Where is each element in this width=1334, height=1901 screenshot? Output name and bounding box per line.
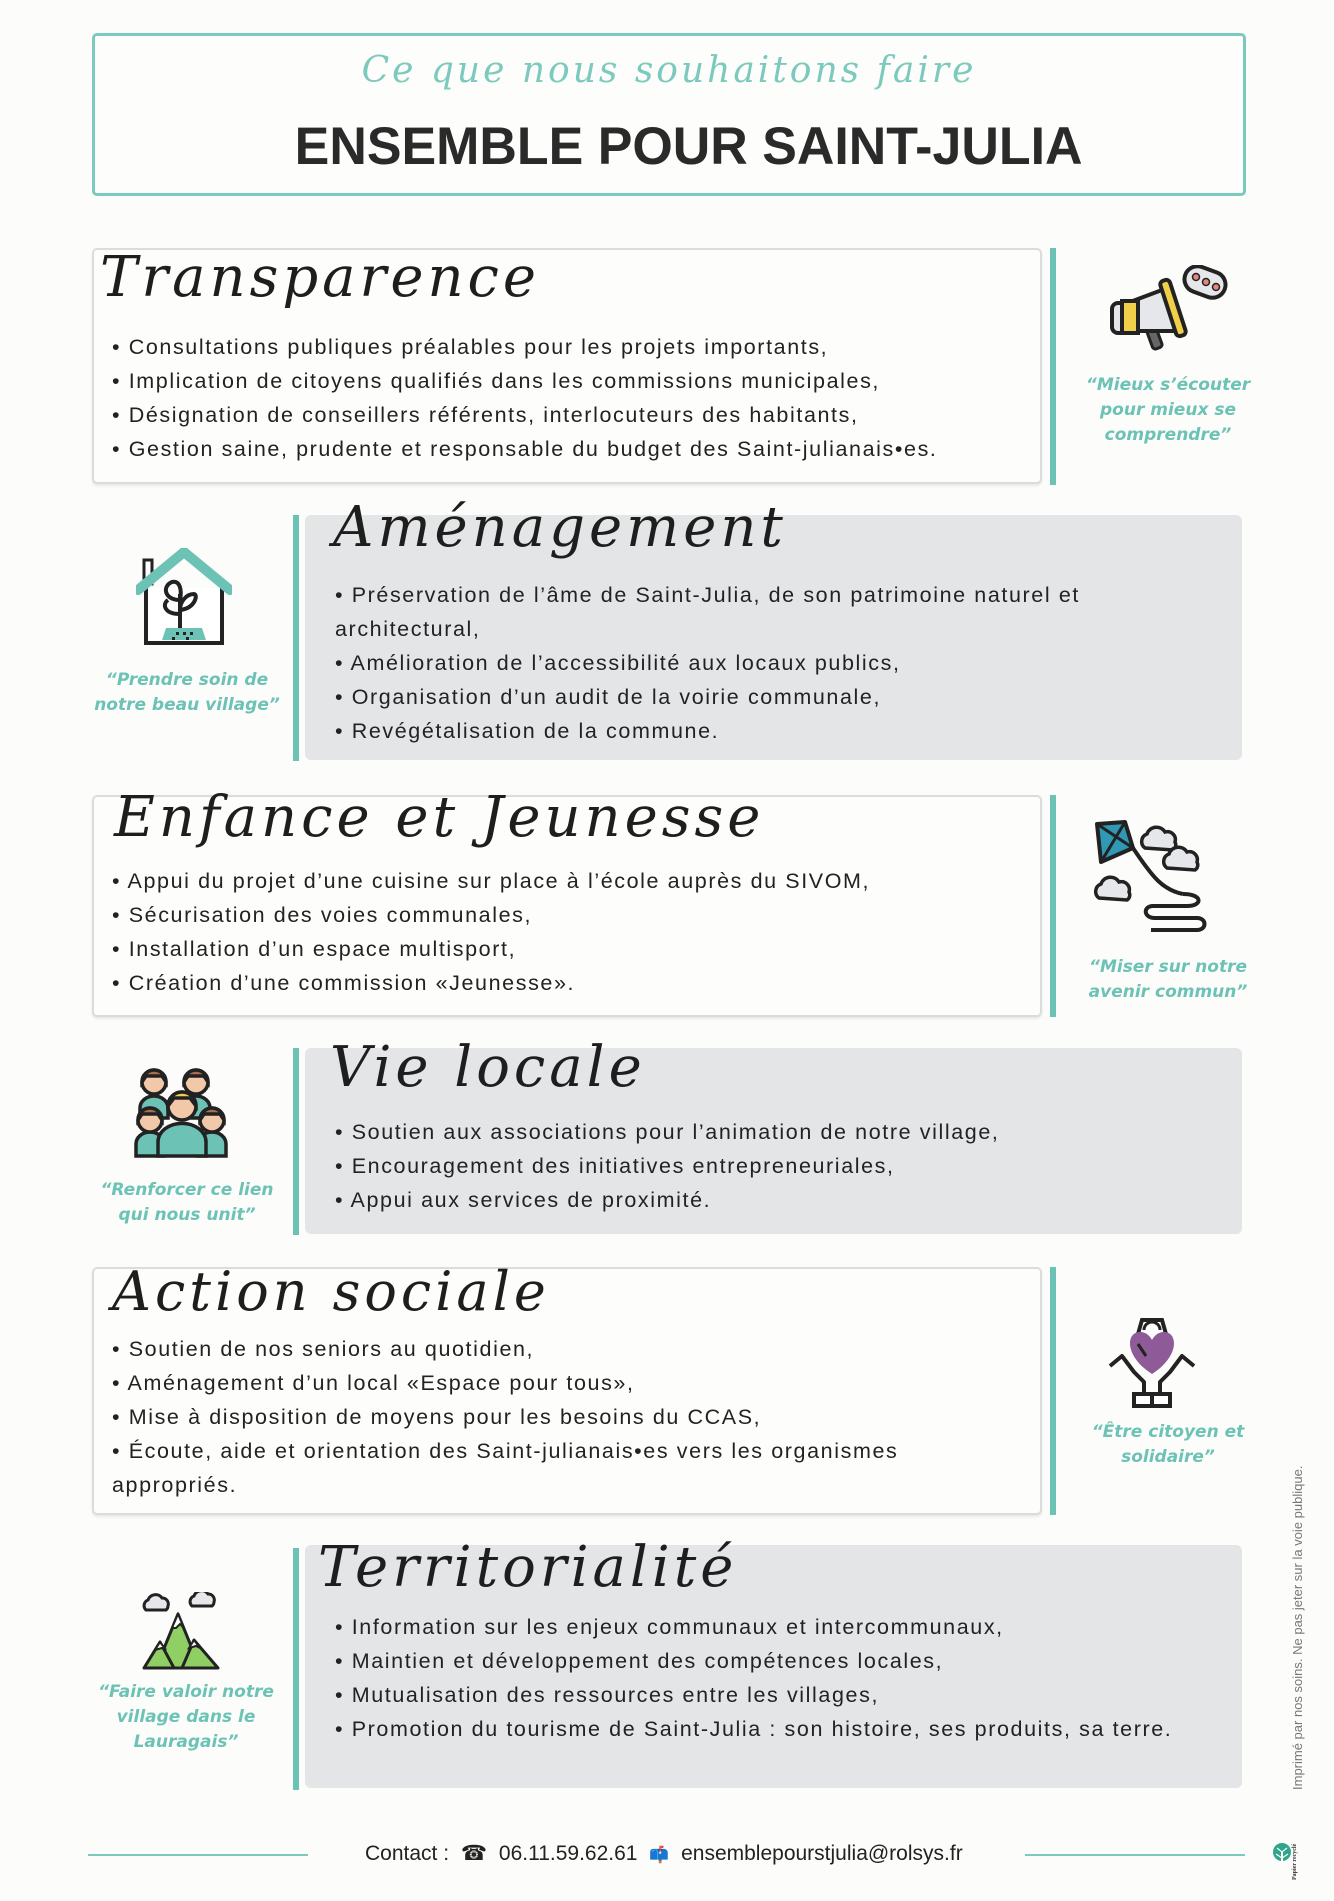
section-title: Transparence [100,245,541,310]
section-title: Action sociale [112,1260,550,1323]
accent-bar [293,515,299,761]
section-quote: “Faire valoir notre village dans le Lauragais” [98,1682,274,1752]
section-quote: “Prendre soin de notre beau village” [94,670,280,715]
heart-hands-icon [1104,1314,1200,1415]
bullet-list [112,330,938,466]
list-item: • Amélioration de l’accessibilité aux locaux publics, [335,651,901,675]
section-quote: “Renforcer ce lien qui nous unit” [100,1180,274,1225]
list-item: • Création d’une commission «Jeunesse». [112,971,576,995]
mountains-icon [142,1592,222,1677]
list-item: • Revégétalisation de la commune. [335,719,720,743]
footer-divider-right [1025,1854,1245,1856]
bullet-list [335,1115,999,1217]
list-item: • Maintien et développement des compétences locales, [335,1649,944,1673]
list-item: • Information sur les enjeux communaux et intercommunaux, [335,1615,1004,1639]
list-item: • Gestion saine, prudente et responsable du budget des Saint-julianais•es. [112,437,938,461]
list-item: • Désignation de conseillers référents, interlocuteurs des habitants, [112,403,859,427]
accent-bar [1050,248,1056,485]
bullet-list [112,1332,1022,1502]
list-item: • Préservation de l’âme de Saint-Julia, de son patrimoine naturel et architectural, [335,583,1080,641]
section-title: Enfance et Jeunesse [114,785,765,850]
section-quote: “Être citoyen et solidaire” [1091,1422,1245,1467]
list-item: • Encouragement des initiatives entrepreneuriales, [335,1154,895,1178]
section-quote: “Mieux s’écouter pour mieux se comprendre” [1085,375,1251,445]
list-item: • Mutualisation des ressources entre les villages, [335,1683,880,1707]
people-group-icon [134,1062,230,1163]
list-item: • Implication de citoyens qualifiés dans les commissions municipales, [112,369,880,393]
section-title: Aménagement [333,495,787,560]
accent-bar [293,1048,299,1235]
footer-divider-left [88,1854,308,1856]
contact-label: Contact : [365,1842,450,1865]
bullet-list [335,578,1195,748]
house-plant-icon [136,548,232,651]
list-item: • Appui aux services de proximité. [335,1188,712,1212]
bullet-list [112,864,870,1000]
list-item: • Mise à disposition de moyens pour les besoins du CCAS, [112,1405,762,1429]
megaphone-icon [1100,265,1230,365]
accent-bar [1050,1267,1056,1515]
kite-icon [1093,818,1213,941]
print-notice: Imprimé par nos soins. Ne pas jeter sur la voie publique. [1290,1465,1305,1790]
section-title: Vie locale [330,1035,646,1100]
phone-icon: ☎ [460,1842,488,1865]
list-item: • Organisation d’un audit de la voirie communale, [335,685,882,709]
list-item: • Écoute, aide et orientation des Saint-julianais•es vers les organismes appropriés. [112,1439,899,1497]
accent-bar [1050,795,1056,1017]
list-item: • Installation d’un espace multisport, [112,937,517,961]
list-item: • Appui du projet d’une cuisine sur place à l’école auprès du SIVOM, [112,869,871,893]
list-item: • Aménagement d’un local «Espace pour tous», [112,1371,635,1395]
list-item: • Sécurisation des voies communales, [112,903,533,927]
bullet-list [335,1610,1215,1746]
footer-contact [365,1841,990,1866]
mailbox-icon: 📫 [649,1847,670,1864]
recycle-label: Papier recyclé [1292,1843,1298,1880]
list-item: • Consultations publiques préalables pour les projets importants, [112,335,829,359]
section-quote: “Miser sur notre avenir commun” [1088,957,1248,1002]
header-subtitle: Ce que nous souhaitons faire [361,50,977,91]
header-box [92,33,1246,196]
recycled-paper-logo [1272,1840,1300,1889]
list-item: • Soutien aux associations pour l’animation de notre village, [335,1120,1000,1144]
list-item: • Promotion du tourisme de Saint-Julia : son histoire, ses produits, sa terre. [335,1717,1173,1741]
accent-bar [293,1548,299,1790]
phone-number[interactable]: 06.11.59.62.61 [498,1842,638,1865]
list-item: • Soutien de nos seniors au quotidien, [112,1337,535,1361]
email-link[interactable]: ensemblepourstjulia@rolsys.fr [681,1842,963,1865]
page-title: ENSEMBLE POUR SAINT-JULIA [294,117,1083,176]
section-title: Territorialité [318,1535,738,1600]
